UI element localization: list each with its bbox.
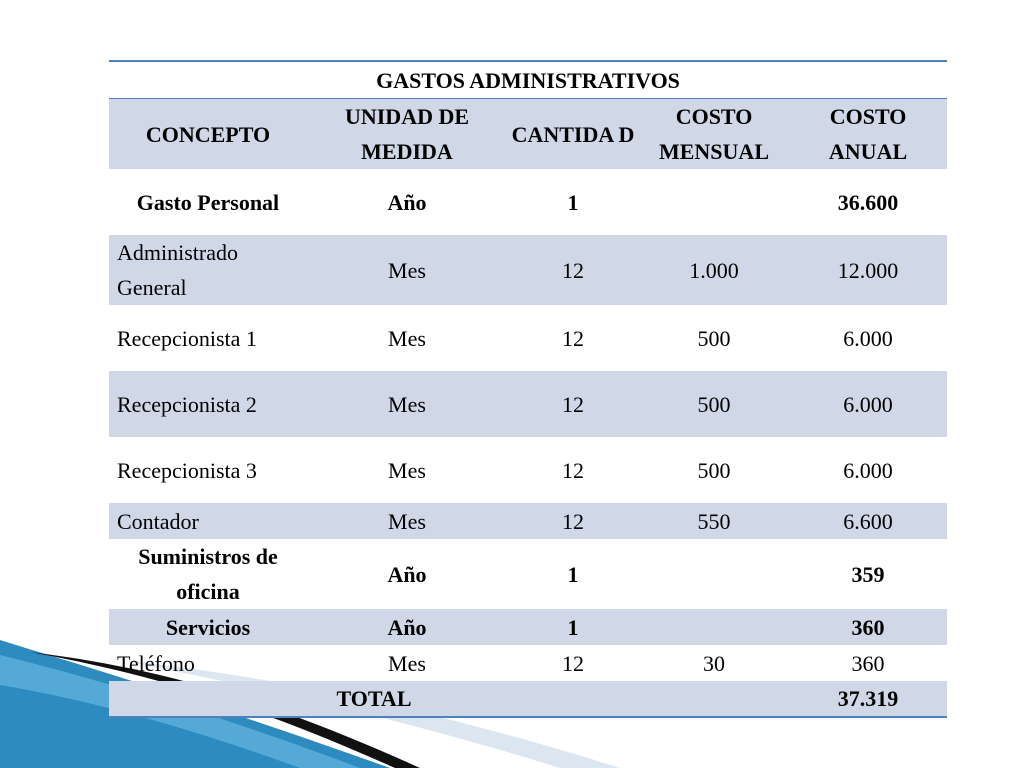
table-title-row (109, 61, 947, 99)
header-concepto: CONCEPTO (109, 99, 307, 170)
table-row (109, 645, 947, 681)
cell-concepto: Recepcionista 1 (117, 325, 257, 351)
cell-mensual (639, 169, 789, 235)
cell-concepto: Teléfono (117, 650, 195, 676)
cell-mensual: 500 (639, 371, 789, 437)
table-row (109, 235, 947, 305)
cell-unidad: Mes (388, 325, 426, 351)
cell-cantidad: 12 (562, 650, 584, 676)
cell-unidad: Año (387, 561, 427, 587)
cell-cantidad: 1 (567, 189, 579, 215)
header-costo-anual: COSTO ANUAL (789, 99, 947, 170)
cell-unidad: Año (387, 189, 427, 215)
header-costo-mensual: COSTO MENSUAL (639, 99, 789, 170)
header-unidad: UNIDAD DE MEDIDA (307, 99, 507, 170)
cell-mensual: 30 (703, 650, 725, 676)
cell-mensual: 550 (639, 503, 789, 539)
cell-cantidad: 12 (562, 457, 584, 483)
cell-cantidad: 12 (507, 235, 639, 305)
cell-concepto: Recepcionista 2 (109, 371, 307, 437)
table-row (109, 437, 947, 503)
gastos-administrativos-table (109, 60, 947, 718)
cell-anual: 36.600 (837, 189, 899, 215)
cell-anual: 360 (851, 650, 885, 676)
cell-concepto: Contador (109, 503, 307, 539)
header-cantidad: CANTIDA D (507, 99, 639, 170)
table-title: GASTOS ADMINISTRATIVOS (109, 61, 947, 99)
table-header-row (109, 99, 947, 170)
cell-anual: 6.000 (843, 457, 893, 483)
cell-cantidad: 12 (507, 371, 639, 437)
total-label: TOTAL (109, 681, 639, 717)
total-anual: 37.319 (789, 681, 947, 717)
table-total-row (109, 681, 947, 717)
cell-concepto: Suministros de oficina (138, 544, 278, 604)
cell-anual: 360 (789, 609, 947, 645)
cell-unidad: Mes (307, 503, 507, 539)
cell-anual: 6.600 (789, 503, 947, 539)
cell-concepto: Gasto Personal (136, 189, 280, 215)
cell-unidad: Año (307, 609, 507, 645)
cell-mensual (639, 539, 789, 609)
table-row (109, 371, 947, 437)
cell-unidad: Mes (307, 235, 507, 305)
cell-cantidad: 12 (562, 325, 584, 351)
table-row (109, 539, 947, 609)
cell-anual: 6.000 (843, 325, 893, 351)
table-row (109, 169, 947, 235)
cell-anual: 6.000 (789, 371, 947, 437)
cell-anual: 12.000 (789, 235, 947, 305)
cell-mensual: 500 (697, 457, 731, 483)
cell-mensual: 500 (697, 325, 731, 351)
cell-unidad: Mes (307, 371, 507, 437)
cell-cantidad: 1 (567, 561, 579, 587)
cell-cantidad: 1 (507, 609, 639, 645)
gastos-table-container (109, 60, 947, 718)
cell-anual: 359 (851, 561, 885, 587)
table-row (109, 305, 947, 371)
cell-concepto: Recepcionista 3 (117, 457, 257, 483)
cell-concepto: Administrado General (109, 235, 307, 305)
cell-concepto: Servicios (109, 609, 307, 645)
cell-mensual: 1.000 (639, 235, 789, 305)
cell-mensual (639, 609, 789, 645)
cell-cantidad: 12 (507, 503, 639, 539)
cell-unidad: Mes (388, 457, 426, 483)
total-mensual-empty (639, 681, 789, 717)
cell-unidad: Mes (388, 650, 426, 676)
table-row (109, 609, 947, 645)
table-row (109, 503, 947, 539)
